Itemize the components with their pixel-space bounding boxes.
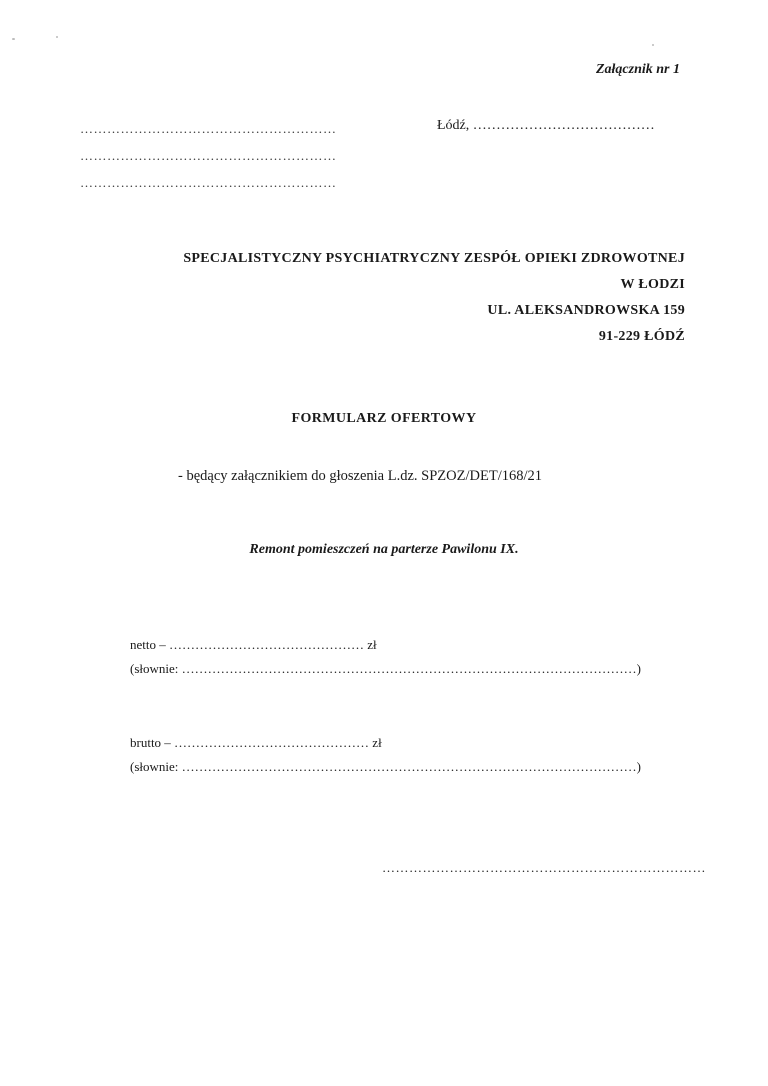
form-subtitle: - będący załącznikiem do głoszenia L.dz. SPZOZ/DET/168/21 <box>178 468 543 484</box>
recipient-name: SPECJALISTYCZNY PSYCHIATRYCZNY ZESPÓŁ OPIEKI ZDROWOTNEJ <box>183 251 685 266</box>
city-date-line: Łódź, ………………………………… <box>437 118 655 133</box>
form-subject: Remont pomieszczeń na parterze Pawilonu IX. <box>249 542 519 557</box>
brutto-words-line: (słownie: ……………………………………………………………………………………………) <box>130 759 641 774</box>
netto-amount-line: netto – ……………………………………… zł <box>130 637 377 652</box>
brutto-amount-line: brutto – ……………………………………… zł <box>130 735 382 750</box>
scan-speck <box>56 36 58 38</box>
scan-speck <box>12 38 15 40</box>
form-title: FORMULARZ OFERTOWY <box>291 411 477 426</box>
netto-words-line: (słownie: ……………………………………………………………………………………………) <box>130 661 641 676</box>
signature-line: ……………………………………………………………… <box>382 860 706 875</box>
sender-line-2: ………………………………………………… <box>80 148 337 163</box>
sender-line-1: ………………………………………………… <box>80 121 337 136</box>
scan-speck <box>652 44 654 46</box>
recipient-street: UL. ALEKSANDROWSKA 159 <box>487 303 685 318</box>
recipient-city: W ŁODZI <box>620 277 685 292</box>
sender-line-3: ………………………………………………… <box>80 175 337 190</box>
recipient-postal: 91-229 ŁÓDŹ <box>598 329 685 344</box>
attachment-label: Załącznik nr 1 <box>595 62 680 77</box>
